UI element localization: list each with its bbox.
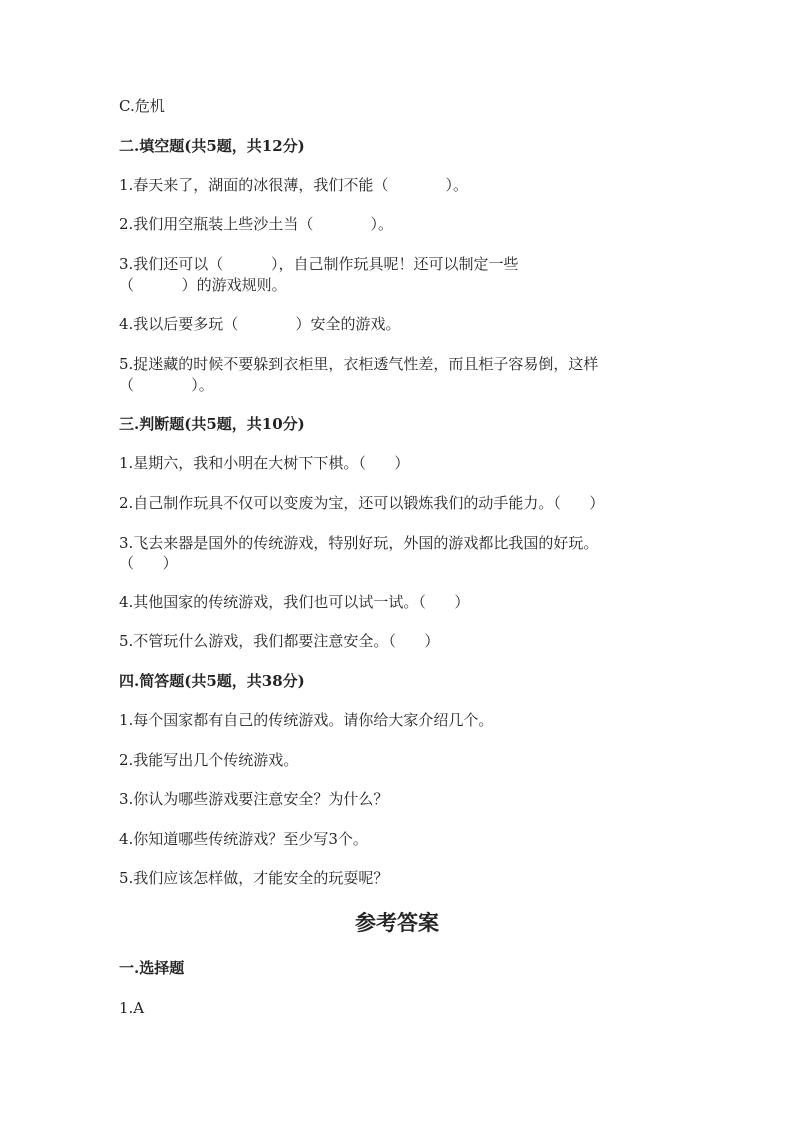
fill-blank-question-2: 2.我们用空瓶装上些沙土当（ ）。 [119,215,394,233]
true-false-question-3-line-1: 3.飞去来器是国外的传统游戏，特别好玩，外国的游戏都比我国的好玩。 [119,534,599,552]
fill-blank-question-5-line-2: （ ）。 [119,376,214,394]
short-answer-question-1: 1.每个国家都有自己的传统游戏。请你给大家介绍几个。 [119,711,494,729]
fill-blank-question-3-line-1: 3.我们还可以（ ），自己制作玩具呢！还可以制定一些 [119,255,519,273]
answer-key-title: 参考答案 [355,910,439,935]
short-answer-question-5: 5.我们应该怎样做，才能安全的玩耍呢？ [119,869,389,887]
true-false-question-5: 5.不管玩什么游戏，我们都要注意安全。（ ） [119,632,440,650]
true-false-question-2: 2.自己制作玩具不仅可以变废为宝，还可以锻炼我们的动手能力。（ ） [119,494,605,512]
section-short-answer-heading: 四.简答题(共5题，共38分) [119,672,305,690]
option-c: C.危机 [119,97,165,115]
answer-1: 1.A [119,999,145,1017]
true-false-question-3-line-2: （ ） [119,554,178,572]
fill-blank-question-1: 1.春天来了，湖面的冰很薄，我们不能（ ）。 [119,176,469,194]
short-answer-question-3: 3.你认为哪些游戏要注意安全？为什么？ [119,790,389,808]
short-answer-question-2: 2.我能写出几个传统游戏。 [119,751,299,769]
section-true-false-heading: 三.判断题(共5题，共10分) [119,415,305,433]
fill-blank-question-4: 4.我以后要多玩（ ）安全的游戏。 [119,315,401,333]
true-false-question-4: 4.其他国家的传统游戏，我们也可以试一试。（ ） [119,593,470,611]
fill-blank-question-5-line-1: 5.捉迷藏的时候不要躲到衣柜里，衣柜透气性差，而且柜子容易倒，这样 [119,355,599,373]
true-false-question-1: 1.星期六，我和小明在大树下下棋。（ ） [119,454,410,472]
section-fill-blank-heading: 二.填空题(共5题，共12分) [119,137,305,155]
short-answer-question-4: 4.你知道哪些传统游戏？至少写3个。 [119,830,368,848]
fill-blank-question-3-line-2: （ ）的游戏规则。 [119,276,287,294]
answer-section-1-heading: 一.选择题 [119,959,185,977]
